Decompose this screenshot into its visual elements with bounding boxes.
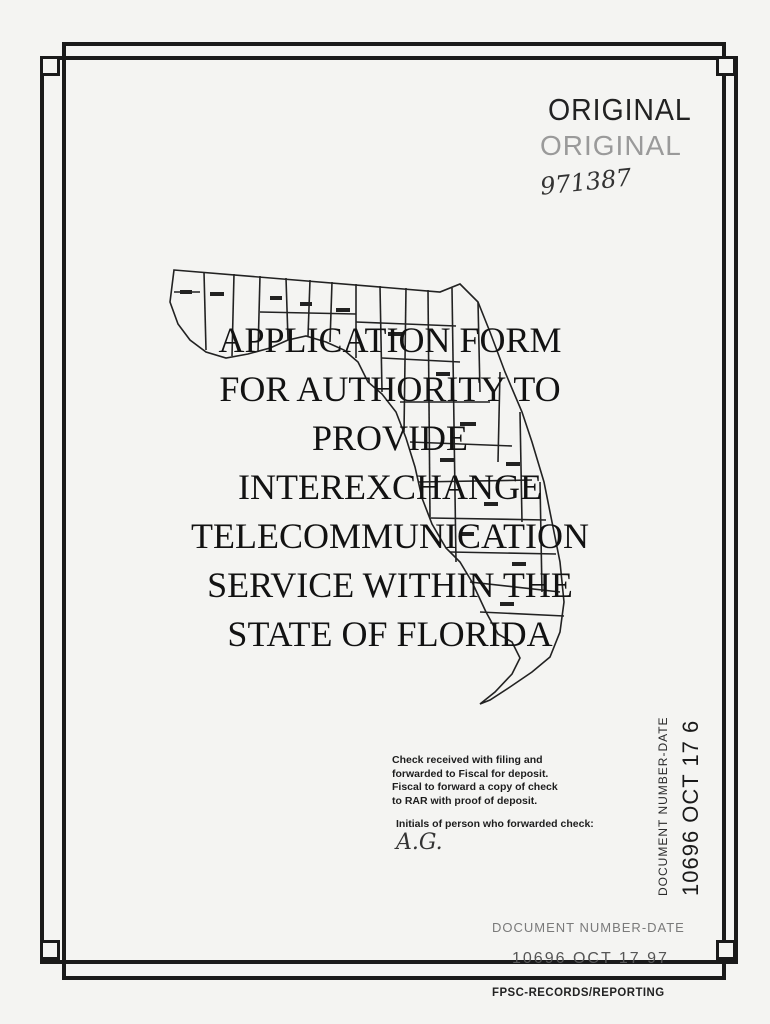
original-stamp: ORIGINAL xyxy=(548,92,692,127)
initials-signature: A.G. xyxy=(396,830,443,855)
vertical-document-stamp xyxy=(640,716,730,900)
bottom-stamp-label: DOCUMENT NUMBER-DATE xyxy=(492,920,685,935)
form-title xyxy=(170,316,610,659)
vertical-stamp-number: 10696 OCT 17 6 xyxy=(678,719,703,896)
check-received-note xyxy=(392,754,632,808)
vertical-stamp-label: DOCUMENT NUMBER-DATE xyxy=(656,716,670,896)
handwritten-docket-number: 971387 xyxy=(538,163,633,201)
note-line: to RAR with proof of deposit. xyxy=(392,794,538,807)
note-line: Fiscal to forward a copy of check xyxy=(392,781,558,793)
title-line: FOR AUTHORITY TO xyxy=(219,369,561,409)
title-line: INTEREXCHANGE xyxy=(238,467,542,507)
title-line: APPLICATION FORM xyxy=(218,320,562,360)
note-line: forwarded to Fiscal for deposit. xyxy=(392,767,549,780)
note-line: Check received with filing and xyxy=(392,754,543,766)
bottom-stamp-number: 10696 OCT 17 97 xyxy=(512,950,669,967)
title-line: STATE OF FLORIDA xyxy=(227,614,553,654)
initials-label: Initials of person who forwarded check: xyxy=(396,818,594,830)
frame-corner xyxy=(716,940,736,960)
records-reporting-stamp: FPSC-RECORDS/REPORTING xyxy=(492,985,665,999)
original-stamp-faded: ORIGINAL xyxy=(540,130,682,161)
title-line: TELECOMMUNICATION xyxy=(191,516,589,556)
title-line: SERVICE WITHIN THE xyxy=(207,565,573,605)
frame-corner xyxy=(716,56,736,76)
title-line: PROVIDE xyxy=(311,418,468,458)
frame-corner xyxy=(40,940,60,960)
frame-corner xyxy=(40,56,60,76)
